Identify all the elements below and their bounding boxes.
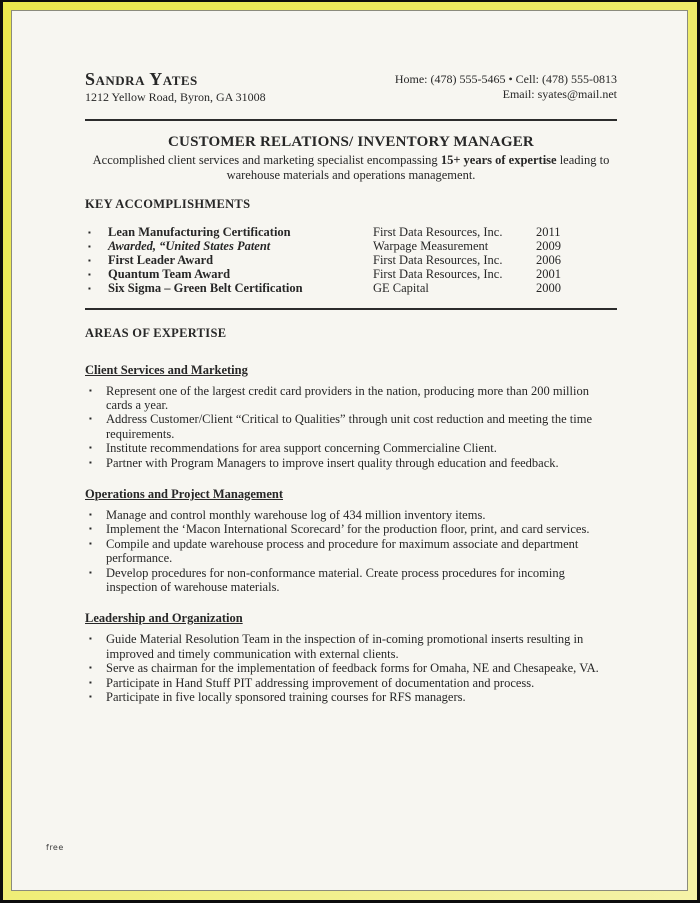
accomplishment-year: 2011 — [536, 225, 561, 239]
accomplishment-org: Warpage Measurement — [373, 238, 489, 253]
accomplishment-org: First Data Resources, Inc. — [373, 225, 503, 239]
bullet-icon: ▪ — [88, 241, 91, 251]
key-accomplishments-table — [85, 226, 617, 296]
bullet-list — [85, 384, 617, 470]
bullet-icon: ▪ — [88, 283, 91, 293]
accomplishment-item: Lean Manufacturing Certification — [108, 225, 291, 239]
list-item: ▪ Address Customer/Client “Critical to Qualities” through unit cost reduction and meeting the time requirements. — [85, 412, 617, 441]
list-item: ▪ Implement the ‘Macon International Scorecard’ for the production floor, print, and card services. — [85, 522, 617, 536]
accomplishment-year: 2009 — [536, 238, 561, 253]
header-rule — [85, 119, 617, 121]
list-item: ▪ Serve as chairman for the implementation of feedback forms for Omaha, NE and Chesapeake, VA. — [85, 661, 617, 675]
section-heading: Client Services and Marketing — [85, 362, 248, 377]
summary-bold: 15+ years of expertise — [440, 153, 557, 167]
resume-title: CUSTOMER RELATIONS/ INVENTORY MANAGER — [168, 134, 534, 150]
person-name: Sandra Yates — [85, 69, 198, 89]
header-left — [85, 69, 266, 105]
table-row — [85, 282, 617, 296]
section-client-services — [85, 363, 617, 470]
resume-page — [11, 10, 688, 891]
accomplishment-year: 2001 — [536, 266, 561, 281]
accomplishment-year: 2000 — [536, 280, 561, 295]
phone-line: Home: (478) 555-5465 • Cell: (478) 555-0813 — [394, 72, 617, 86]
list-item: ▪ Participate in five locally sponsored training courses for RFS managers. — [85, 690, 617, 704]
resume-content — [12, 11, 687, 704]
accomplishment-item: First Leader Award — [108, 252, 214, 267]
accomplishment-item: Quantum Team Award — [108, 266, 231, 281]
accomplishment-item: Six Sigma – Green Belt Certification — [108, 280, 303, 295]
bullet-icon: ▪ — [88, 269, 91, 279]
list-item: ▪ Institute recommendations for area support concerning Commercialine Client. — [85, 441, 617, 455]
list-item: ▪ Partner with Program Managers to improve insert quality through education and feedback. — [85, 456, 617, 470]
list-item: ▪ Guide Material Resolution Team in the inspection of in-coming promotional inserts resulting in improved and timely communication with external clients. — [85, 632, 617, 661]
section-heading: Operations and Project Management — [85, 486, 284, 501]
key-accomplishments-heading: KEY ACCOMPLISHMENTS — [85, 197, 251, 211]
bullet-icon: ▪ — [88, 255, 91, 265]
list-item: ▪ Develop procedures for non-conformance material. Create process procedures for incoming inspection of warehouse materials. — [85, 566, 617, 595]
areas-of-expertise-heading: AREAS OF EXPERTISE — [85, 325, 227, 340]
accomplishment-year: 2006 — [536, 252, 561, 267]
email-line: Email: syates@mail.net — [502, 87, 617, 101]
summary-prefix: Accomplished client services and marketing specialist encompassing — [92, 153, 441, 167]
bullet-list — [85, 508, 617, 594]
list-item: ▪ Participate in Hand Stuff PIT addressing improvement of documentation and process. — [85, 676, 617, 690]
bullet-list — [85, 632, 617, 704]
bullet-icon: ▪ — [88, 228, 91, 237]
table-row — [85, 226, 617, 240]
person-address: 1212 Yellow Road, Byron, GA 31008 — [85, 90, 266, 104]
list-item: ▪ Manage and control monthly warehouse log of 434 million inventory items. — [85, 508, 617, 522]
list-item: ▪ Represent one of the largest credit card providers in the nation, producing more than 200 million cards a year. — [85, 384, 617, 413]
table-row — [85, 268, 617, 282]
list-item: ▪ Compile and update warehouse process and procedure for maximum associate and department performance. — [85, 537, 617, 566]
summary-paragraph — [89, 153, 614, 183]
free-watermark: free — [46, 843, 64, 852]
summary-suffix: leading to warehouse materials and operations management. — [226, 153, 610, 182]
section-operations — [85, 487, 617, 594]
accomplishment-org: First Data Resources, Inc. — [373, 252, 503, 267]
header-contact — [395, 69, 617, 102]
accomplishment-item: Awarded, “United States Patent — [108, 238, 271, 253]
yellow-border-frame — [3, 2, 697, 900]
accomplishment-org: First Data Resources, Inc. — [373, 266, 503, 281]
accomplishment-org: GE Capital — [373, 280, 429, 295]
section-rule — [85, 308, 617, 310]
header — [85, 69, 617, 105]
table-row — [85, 240, 617, 254]
section-heading: Leadership and Organization — [85, 611, 243, 626]
table-row — [85, 254, 617, 268]
section-leadership — [85, 611, 617, 704]
